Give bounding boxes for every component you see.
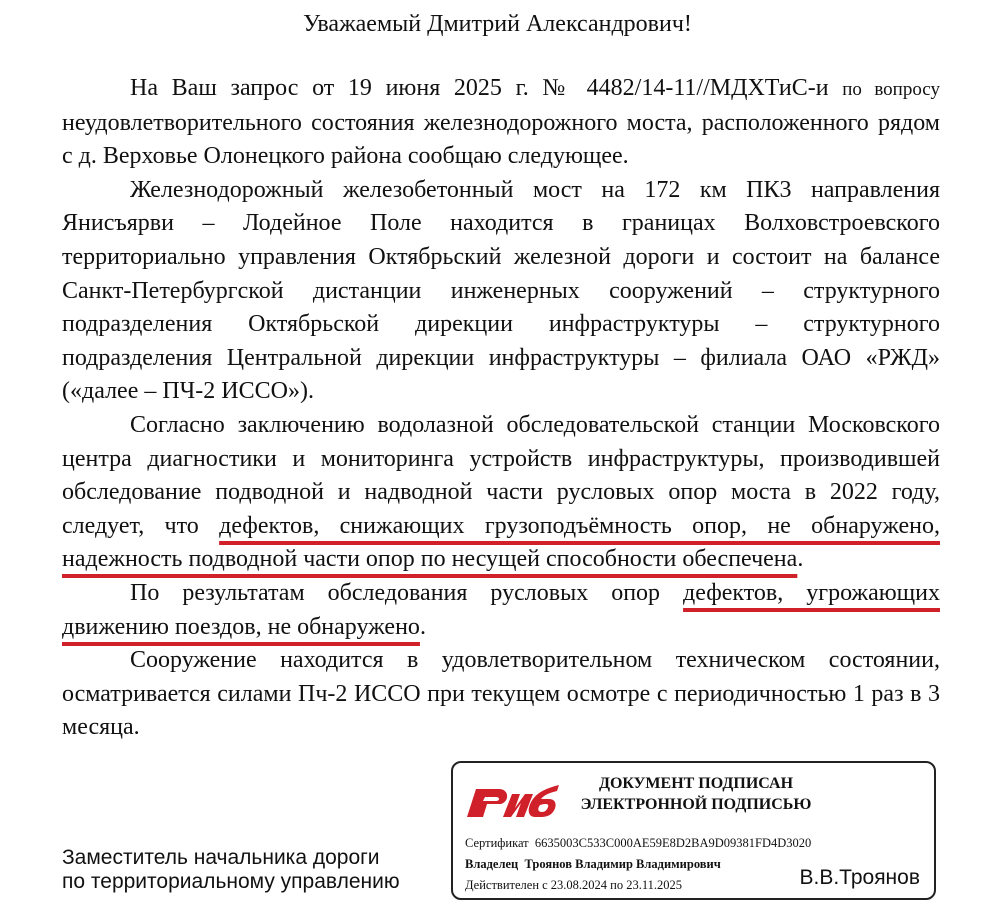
highlighted-finding-2: дефектов, угрожающих движению поездов, не обнаружено: [62, 579, 940, 640]
rzd-logo: [465, 777, 561, 819]
results-end: .: [419, 613, 426, 640]
stamp-heading: [571, 773, 821, 815]
stamp-heading-line-2: ЭЛЕКТРОННОЙ ПОДПИСЬЮ: [580, 796, 812, 813]
paragraph-request: [62, 72, 940, 174]
highlighted-finding-1: дефектов, снижающих грузоподъёмность опор, не обнаружено, надежность подводной части опор по несущей способности обеспечена: [62, 512, 941, 573]
certificate-value: 6635003C533C000AE59E8D2BA9D09381FD4D3020: [534, 836, 812, 850]
results-text: По результатам обследования русловых опор: [130, 579, 684, 606]
request-small-text: по вопросу: [842, 79, 940, 100]
signer-name: В.В.Троянов: [799, 866, 920, 889]
certificate-label: Сертификат: [465, 836, 529, 850]
inspection-text: Согласно заключению водолазной обследовательской станции Московского центра диагностики и мониторинга устройств инфраструктуры, производившей обследование подводной и надводной части русловых опор моста в 2022 году, следует, что: [62, 411, 940, 539]
electronic-signature-stamp: [451, 761, 936, 900]
paragraph-results: [62, 577, 940, 644]
validity-row: Действителен с 23.08.2024 по 23.11.2025: [465, 878, 683, 892]
owner-label: Владелец: [465, 857, 519, 871]
paragraph-inspection: [62, 409, 940, 577]
certificate-row: [465, 833, 930, 854]
inspection-end: .: [797, 546, 804, 573]
paragraph-bridge-info: Железнодорожный железобетонный мост на 172 км ПК3 направления Янисъярви – Лодейное Поле находится в границах Волховстроевского территориально управления Октябрьский железной дороги и состоит на балансе Санкт-Петербургской дистанции инженерных сооружений – структурного подразделения Октябрьской дирекции инфраструктуры – структурного подразделения Центральной дирекции инфраструктуры – филиала ОАО «РЖД» («далее – ПЧ-2 ИССО»).: [62, 176, 940, 405]
stamp-heading-line-1: ДОКУМЕНТ ПОДПИСАН: [598, 775, 794, 792]
request-lead: На Ваш запрос от 19 июня 2025 г. № 4482/14-11//МДХТиС-и: [130, 75, 843, 101]
paragraph-condition: Сооружение находится в удовлетворительном техническом состоянии, осматривается силами Пч-2 ИССО при текущем осмотре с периодичностью 1 раз в 3 месяца.: [62, 647, 940, 741]
signatory-title: [62, 846, 400, 894]
signatory-title-line-1: Заместитель начальника дороги: [62, 846, 380, 869]
salutation: Уважаемый Дмитрий Александрович!: [303, 11, 692, 37]
letter-body: [62, 72, 940, 745]
owner-value: Троянов Владимир Владимирович: [524, 857, 721, 871]
signatory-title-line-2: по территориальному управлению: [62, 870, 400, 893]
request-rest: неудовлетворительного состояния железнодорожного моста, расположенного рядом с д. Верховье Олонецкого района сообщаю следующее.: [62, 109, 940, 170]
